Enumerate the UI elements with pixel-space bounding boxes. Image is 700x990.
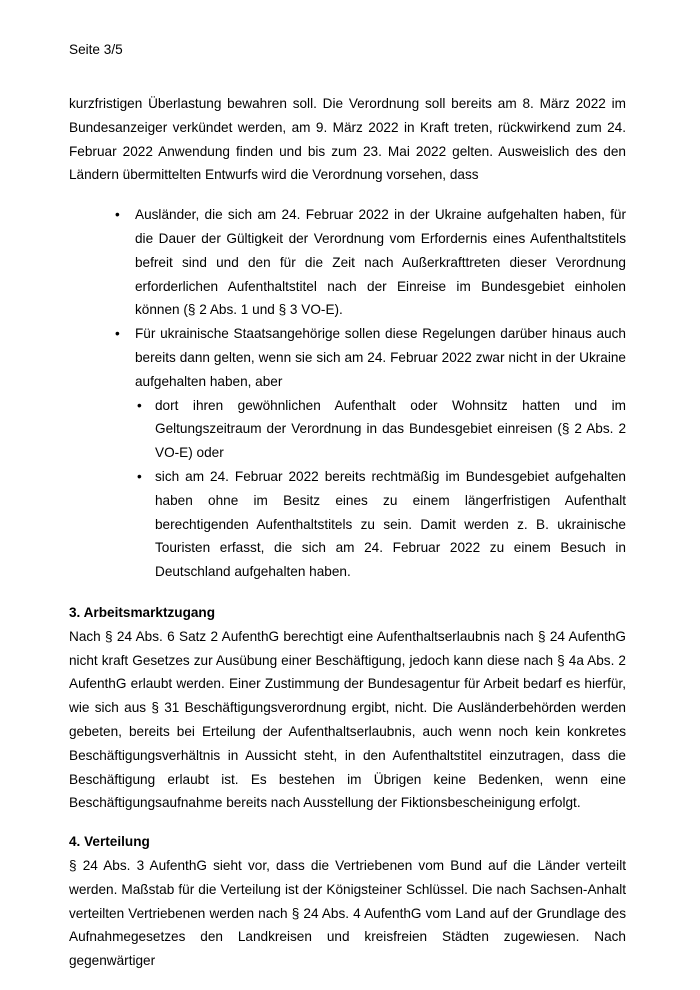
bullet-item-text: Für ukrainische Staatsangehörige sollen diese Regelungen darüber hinaus auch bereits dann gelten, wenn sie sich am 24. Februar 2022 zwar nicht in der Ukraine aufgehalten haben, aber bbox=[135, 326, 626, 389]
section-verteilung bbox=[69, 830, 626, 973]
sub-bullet-item: • dort ihren gewöhnlichen Aufenthalt oder Wohnsitz hatten und im Geltungszeitraum der Verordnung in das Bundesgebiet einreisen (§ 2 Abs. 2 VO-E) oder bbox=[135, 394, 626, 465]
bullet-item-text: Ausländer, die sich am 24. Februar 2022 in der Ukraine aufgehalten haben, für die Dauer der Gültigkeit der Verordnung vom Erfordernis eines Aufenthaltstitels befreit sind und den für die Zeit nach Außerkrafttreten dieser Verordnung erforderlichen Aufenthaltstitel nach der Einreise im Bundesgebiet einholen können (§ 2 Abs. 1 und § 3 VO-E). bbox=[135, 207, 626, 318]
bullet-item bbox=[69, 203, 626, 322]
document-body bbox=[69, 92, 626, 973]
sub-bullet-item: • sich am 24. Februar 2022 bereits rechtmäßig im Bundesgebiet aufgehalten haben ohne im Besitz eines zu einem längerfristigen Aufenthalt berechtigenden Aufenthaltstitels zu sein. Damit werden z. B. ukrainische Touristen erfasst, die sich am 24. Februar 2022 zu einem Besuch in Deutschland aufgehalten haben. bbox=[135, 465, 626, 584]
section-heading: 3. Arbeitsmarktzugang bbox=[69, 604, 216, 620]
section-heading: 4. Verteilung bbox=[69, 834, 150, 850]
bullet-list bbox=[69, 203, 626, 584]
sub-bullet-list bbox=[135, 394, 626, 584]
section-arbeitsmarktzugang bbox=[69, 601, 626, 815]
section-paragraph: § 24 Abs. 3 AufenthG sieht vor, dass die Vertriebenen vom Bund auf die Länder verteilt werden. Maßstab für die Verteilung ist der Königsteiner Schlüssel. Die nach Sachsen-Anhalt verteilten Vertriebenen werden nach § 24 Abs. 4 AufenthG vom Land auf der Grundlage des Aufnahmegesetzes den Landkreisen und kreisfreien Städten zugewiesen. Nach gegenwärtiger bbox=[69, 857, 626, 969]
bullet-item bbox=[69, 322, 626, 584]
page-number: Seite 3/5 bbox=[69, 42, 123, 57]
section-paragraph: Nach § 24 Abs. 6 Satz 2 AufenthG berechtigt eine Aufenthaltserlaubnis nach § 24 AufenthG nicht kraft Gesetzes zur Ausübung einer Beschäftigung, jedoch kann diese nach § 4a Abs. 2 AufenthG erlaubt werden. Einer Zustimmung der Bundesagentur für Arbeit bedarf es hierfür, wie sich aus § 31 Beschäftigungsverordnung ergibt, nicht. Die Ausländerbehörden werden gebeten, bereits bei Erteilung der Aufenthaltserlaubnis, auch wenn noch kein konkretes Beschäftigungsverhältnis in Aussicht steht, in den Aufenthaltstitel einzutragen, dass die Beschäftigung erlaubt ist. Es bestehen im Übrigen keine Bedenken, wenn eine Beschäftigungsaufnahme bereits nach Ausstellung der Fiktionsbescheinigung erfolgt. bbox=[69, 628, 626, 811]
intro-paragraph: kurzfristigen Überlastung bewahren soll. Die Verordnung soll bereits am 8. März 2022 im Bundesanzeiger verkündet werden, am 9. März 2022 in Kraft treten, rückwirkend zum 24. Februar 2022 Anwendung finden und bis zum 23. Mai 2022 gelten. Ausweislich des den Ländern übermittelten Entwurfs wird die Verordnung vorsehen, dass bbox=[69, 96, 626, 183]
